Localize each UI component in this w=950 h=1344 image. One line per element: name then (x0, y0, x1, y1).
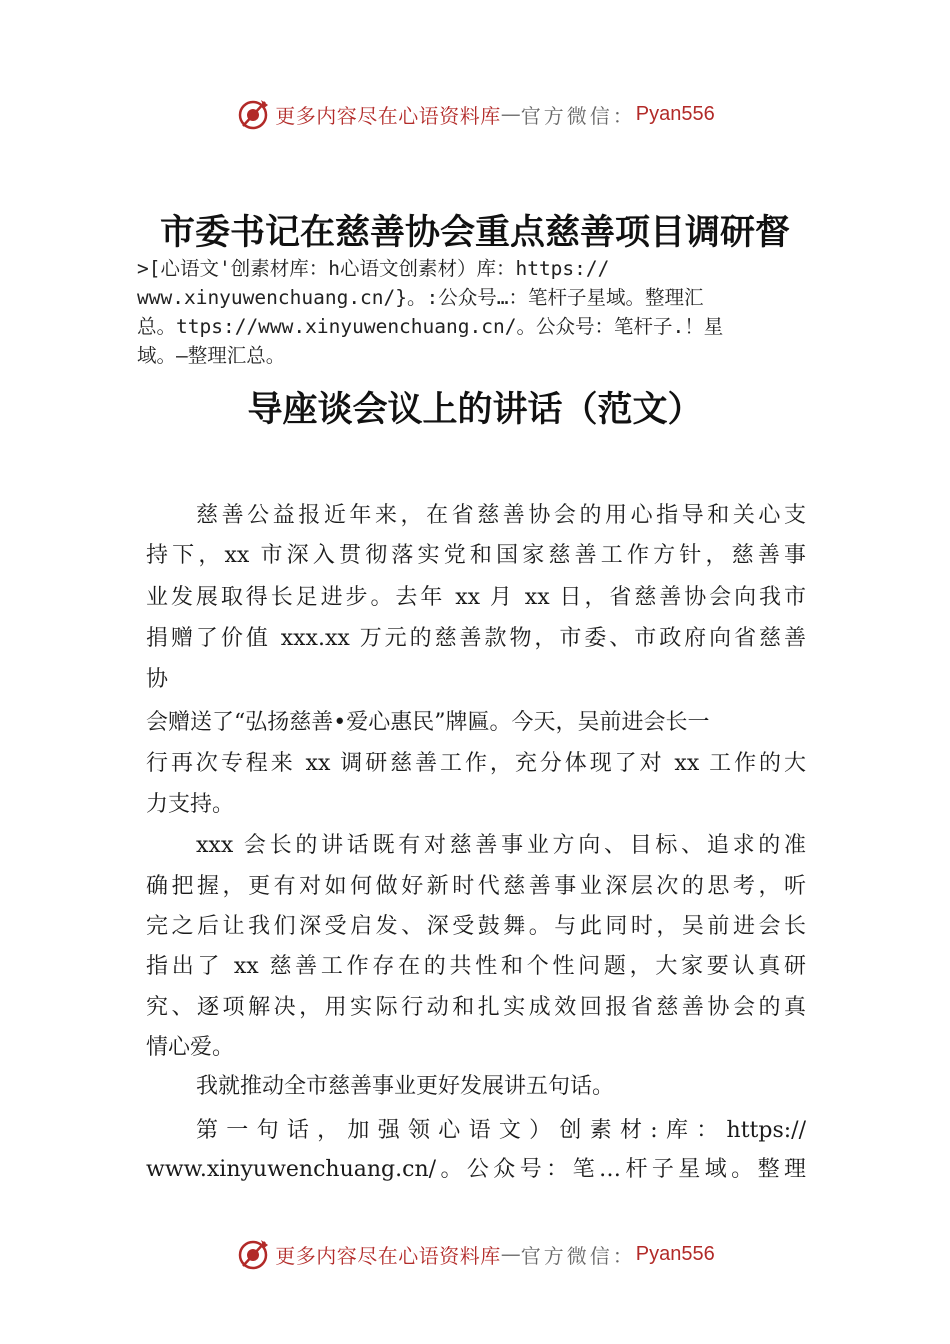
body-line: 第一句话，加强领心语文）创素材:库：https:// (196, 1118, 806, 1143)
body-line: 行再次专程来 xx 调研慈善工作，充分体现了对 xx 工作的大 (146, 751, 806, 776)
body-line: 持下，xx 市深入贯彻落实党和国家慈善工作方针，慈善事 (146, 543, 806, 568)
body-line: 慈善公益报近年来，在省慈善协会的用心指导和关心支 (196, 503, 806, 528)
body-line: 会赠送了“弘扬慈善•爱心惠民”牌匾。今天，吴前进会长一 (146, 710, 710, 735)
body-line: 指出了 xx 慈善工作存在的共性和个性问题，大家要认真研 (146, 954, 806, 979)
banner-wechat-id: Pyan556 (635, 1242, 715, 1265)
watermark-line: www.xinyuwenchuang.cn/}。:公众号…：笔杆子星域。整理汇 (137, 286, 704, 309)
body-line: 完之后让我们深受启发、深受鼓舞。与此同时，吴前进会长 (146, 914, 806, 939)
body-line: 力支持。 (146, 792, 235, 817)
logo-icon (235, 1236, 271, 1272)
logo-icon (235, 96, 271, 132)
banner-brand-text: 更多内容尽在心语资料库 (275, 103, 501, 128)
banner-dash: — (500, 102, 521, 126)
body-line: 情心爱。 (146, 1035, 235, 1060)
banner-wechat-label: 官方微信： (520, 103, 636, 128)
body-line: 业发展取得长足进步。去年 xx 月 xx 日，省慈善协会向我市 (146, 585, 806, 610)
footer-banner (0, 1234, 950, 1274)
watermark-line: 总。ttps://www.xinyuwenchuang.cn/。公众号：笔杆子.！星 (137, 315, 724, 338)
header-banner (0, 94, 950, 134)
body-line: xxx 会长的讲话既有对慈善事业方向、目标、追求的准 (196, 833, 806, 858)
body-line: 究、逐项解决，用实际行动和扎实成效回报省慈善协会的真 (146, 995, 806, 1020)
body-line: 确把握，更有对如何做好新时代慈善事业深层次的思考，听 (146, 874, 806, 899)
body-line: 我就推动全市慈善事业更好发展讲五句话。 (196, 1074, 615, 1099)
watermark-text-block (137, 254, 827, 370)
watermark-line: >[心语文'创素材库：h心语文创素材）库：https:// (137, 257, 610, 280)
document-title-line-1: 市委书记在慈善协会重点慈善项目调研督 (159, 212, 790, 253)
banner-dash: — (500, 1242, 521, 1266)
document-title-line-2: 导座谈会议上的讲话（范文） (247, 389, 703, 430)
body-line: 捐赠了价值 xxx.xx 万元的慈善款物，市委、市政府向省慈善 (146, 626, 806, 651)
banner-brand-text: 更多内容尽在心语资料库 (275, 1243, 501, 1268)
banner-wechat-label: 官方微信： (520, 1243, 636, 1268)
banner-wechat-id: Pyan556 (635, 102, 715, 125)
body-line: 协 (146, 667, 169, 692)
body-line: www.xinyuwenchuang.cn/。公众号：笔…杆子星域。整理 (146, 1157, 806, 1182)
watermark-line: 域。—整理汇总。 (137, 344, 286, 367)
